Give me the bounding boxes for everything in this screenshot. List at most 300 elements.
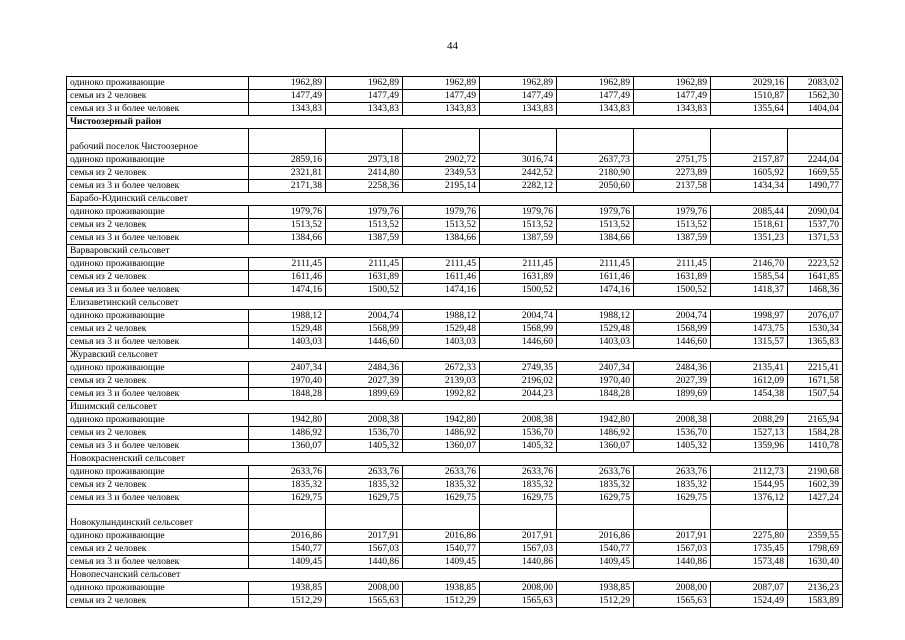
table-cell-value: 2029,16	[711, 77, 788, 90]
table-cell-value: 1938,85	[249, 582, 326, 595]
table-cell-value: 2165,94	[788, 414, 843, 427]
empty-cell	[788, 505, 843, 530]
table-cell-value: 1631,89	[326, 271, 403, 284]
table-cell-value: 1409,45	[249, 556, 326, 569]
table-cell-value: 1403,03	[249, 336, 326, 349]
table-cell-value: 2111,45	[403, 258, 480, 271]
table-cell-value: 1403,03	[403, 336, 480, 349]
table-row	[67, 388, 843, 401]
table-cell-value: 1530,34	[788, 323, 843, 336]
table-cell-value: 1988,12	[249, 310, 326, 323]
table-cell-value: 1360,07	[557, 440, 634, 453]
table-cell-value: 1630,40	[788, 556, 843, 569]
row-label: семья из 3 и более человек	[67, 284, 249, 297]
table-cell-value: 1474,16	[249, 284, 326, 297]
row-label: семья из 3 и более человек	[67, 180, 249, 193]
page-number: 44	[447, 40, 458, 52]
table-cell-value: 2139,03	[403, 375, 480, 388]
table-cell-value: 2008,38	[326, 414, 403, 427]
section-title: Барабо-Юдинский сельсовет	[67, 193, 843, 206]
table-cell-value: 1477,49	[403, 90, 480, 103]
table-cell-value: 1529,48	[249, 323, 326, 336]
empty-cell	[480, 129, 557, 154]
table-cell-value: 2146,70	[711, 258, 788, 271]
table-cell-value: 1585,54	[711, 271, 788, 284]
table-cell-value: 1513,52	[480, 219, 557, 232]
table-cell-value: 1988,12	[403, 310, 480, 323]
section-header-row	[67, 245, 843, 258]
table-cell-value: 2484,36	[326, 362, 403, 375]
table-cell-value: 1355,64	[711, 103, 788, 116]
table-cell-value: 2223,52	[788, 258, 843, 271]
empty-cell	[634, 505, 711, 530]
table-cell-value: 2749,35	[480, 362, 557, 375]
table-cell-value: 2135,41	[711, 362, 788, 375]
table-cell-value: 1384,66	[403, 232, 480, 245]
table-cell-value: 1567,03	[480, 543, 557, 556]
row-label: одиноко проживающие	[67, 530, 249, 543]
table-cell-value: 1562,30	[788, 90, 843, 103]
table-cell-value: 1409,45	[403, 556, 480, 569]
table-cell-value: 1540,77	[557, 543, 634, 556]
table-row	[67, 492, 843, 505]
table-cell-value: 1938,85	[403, 582, 480, 595]
table-cell-value: 1835,32	[634, 479, 711, 492]
table-cell-value: 1486,92	[249, 427, 326, 440]
empty-cell	[326, 129, 403, 154]
row-label: семья из 2 человек	[67, 167, 249, 180]
table-cell-value: 1474,16	[403, 284, 480, 297]
table-cell-value: 1477,49	[480, 90, 557, 103]
table-row	[67, 206, 843, 219]
table-cell-value: 1500,52	[480, 284, 557, 297]
table-cell-value: 1835,32	[326, 479, 403, 492]
table-cell-value: 1405,32	[634, 440, 711, 453]
table-cell-value: 2414,80	[326, 167, 403, 180]
table-cell-value: 1512,29	[557, 595, 634, 608]
table-cell-value: 2017,91	[326, 530, 403, 543]
table-cell-value: 1371,53	[788, 232, 843, 245]
table-cell-value: 2190,68	[788, 466, 843, 479]
table-cell-value: 2321,81	[249, 167, 326, 180]
table-cell-value: 1629,75	[480, 492, 557, 505]
table-cell-value: 2196,02	[480, 375, 557, 388]
table-cell-value: 1500,52	[326, 284, 403, 297]
table-cell-value: 1567,03	[326, 543, 403, 556]
table-cell-value: 1343,83	[634, 103, 711, 116]
table-cell-value: 1410,78	[788, 440, 843, 453]
table-cell-value: 1405,32	[326, 440, 403, 453]
table-cell-value: 2090,04	[788, 206, 843, 219]
table-cell-value: 1473,75	[711, 323, 788, 336]
row-label: одиноко проживающие	[67, 310, 249, 323]
table-cell-value: 1512,29	[249, 595, 326, 608]
table-cell-value: 1568,99	[326, 323, 403, 336]
table-cell-value: 1567,03	[634, 543, 711, 556]
table-cell-value: 1486,92	[403, 427, 480, 440]
table-row	[67, 362, 843, 375]
table-cell-value: 2973,18	[326, 154, 403, 167]
table-cell-value: 1446,60	[326, 336, 403, 349]
table-cell-value: 1641,85	[788, 271, 843, 284]
table-cell-value: 2633,76	[557, 466, 634, 479]
row-label: одиноко проживающие	[67, 206, 249, 219]
table-cell-value: 1440,86	[480, 556, 557, 569]
table-cell-value: 2136,23	[788, 582, 843, 595]
locality-title: рабочий поселок Чистоозерное	[67, 129, 249, 154]
table-cell-value: 1507,54	[788, 388, 843, 401]
table-cell-value: 1979,76	[634, 206, 711, 219]
table-cell-value: 2273,89	[634, 167, 711, 180]
row-label: семья из 3 и более человек	[67, 232, 249, 245]
table-row	[67, 271, 843, 284]
row-label: семья из 2 человек	[67, 375, 249, 388]
table-cell-value: 2008,00	[480, 582, 557, 595]
row-label: одиноко проживающие	[67, 466, 249, 479]
table-cell-value: 1537,70	[788, 219, 843, 232]
section-header-row	[67, 569, 843, 582]
table-cell-value: 1359,96	[711, 440, 788, 453]
table-cell-value: 2004,74	[480, 310, 557, 323]
row-label: семья из 3 и более человек	[67, 103, 249, 116]
table-cell-value: 2637,73	[557, 154, 634, 167]
table-cell-value: 1612,09	[711, 375, 788, 388]
table-cell-value: 1669,55	[788, 167, 843, 180]
section-header-row	[67, 193, 843, 206]
table-cell-value: 2258,36	[326, 180, 403, 193]
table-cell-value: 2442,52	[480, 167, 557, 180]
table-cell-value: 2859,16	[249, 154, 326, 167]
table-cell-value: 1477,49	[557, 90, 634, 103]
empty-cell	[634, 129, 711, 154]
table-cell-value: 2088,29	[711, 414, 788, 427]
empty-cell	[249, 129, 326, 154]
table-cell-value: 1962,89	[403, 77, 480, 90]
table-cell-value: 1527,13	[711, 427, 788, 440]
table-cell-value: 2087,07	[711, 582, 788, 595]
table-cell-value: 3016,74	[480, 154, 557, 167]
table-row	[67, 543, 843, 556]
table-cell-value: 1477,49	[326, 90, 403, 103]
table-cell-value: 1611,46	[557, 271, 634, 284]
table-cell-value: 1405,32	[480, 440, 557, 453]
table-cell-value: 2244,04	[788, 154, 843, 167]
table-cell-value: 2902,72	[403, 154, 480, 167]
table-cell-value: 2407,34	[249, 362, 326, 375]
section-header-row	[67, 453, 843, 466]
table-cell-value: 1565,63	[634, 595, 711, 608]
table-row	[67, 90, 843, 103]
empty-cell	[249, 505, 326, 530]
row-label: семья из 2 человек	[67, 219, 249, 232]
table-cell-value: 1446,60	[634, 336, 711, 349]
table-cell-value: 1536,70	[326, 427, 403, 440]
table-cell-value: 2050,60	[557, 180, 634, 193]
table-cell-value: 1477,49	[249, 90, 326, 103]
table-cell-value: 2349,53	[403, 167, 480, 180]
table-cell-value: 1629,75	[634, 492, 711, 505]
table-cell-value: 2171,38	[249, 180, 326, 193]
empty-cell	[711, 505, 788, 530]
table-cell-value: 1529,48	[403, 323, 480, 336]
row-label: семья из 2 человек	[67, 543, 249, 556]
table-cell-value: 1468,36	[788, 284, 843, 297]
table-cell-value: 1835,32	[403, 479, 480, 492]
district-title: Чистоозерный район	[67, 116, 843, 129]
table-row	[67, 556, 843, 569]
table-cell-value: 1518,61	[711, 219, 788, 232]
table-cell-value: 1360,07	[403, 440, 480, 453]
table-row	[67, 323, 843, 336]
table-cell-value: 1513,52	[326, 219, 403, 232]
table-cell-value: 1992,82	[403, 388, 480, 401]
table-cell-value: 1798,69	[788, 543, 843, 556]
table-cell-value: 1970,40	[249, 375, 326, 388]
table-row	[67, 530, 843, 543]
table-cell-value: 1360,07	[249, 440, 326, 453]
table-cell-value: 1979,76	[480, 206, 557, 219]
table-cell-value: 1611,46	[249, 271, 326, 284]
table-row	[67, 427, 843, 440]
table-cell-value: 1629,75	[403, 492, 480, 505]
table-cell-value: 1671,58	[788, 375, 843, 388]
table-cell-value: 1835,32	[557, 479, 634, 492]
table-cell-value: 2112,73	[711, 466, 788, 479]
table-cell-value: 1427,24	[788, 492, 843, 505]
table-cell-value: 2157,87	[711, 154, 788, 167]
empty-cell	[788, 129, 843, 154]
table-cell-value: 1403,03	[557, 336, 634, 349]
table-cell-value: 2008,38	[634, 414, 711, 427]
row-label: семья из 2 человек	[67, 427, 249, 440]
table-cell-value: 1536,70	[634, 427, 711, 440]
table-cell-value: 1474,16	[557, 284, 634, 297]
table-cell-value: 1384,66	[249, 232, 326, 245]
table-cell-value: 1631,89	[480, 271, 557, 284]
table-cell-value: 1440,86	[634, 556, 711, 569]
row-label: одиноко проживающие	[67, 154, 249, 167]
table-cell-value: 1611,46	[403, 271, 480, 284]
table-cell-value: 1942,80	[249, 414, 326, 427]
locality-header-row	[67, 129, 843, 154]
table-cell-value: 1565,63	[480, 595, 557, 608]
table-cell-value: 2282,12	[480, 180, 557, 193]
table-cell-value: 2008,00	[634, 582, 711, 595]
table-cell-value: 1536,70	[480, 427, 557, 440]
table-cell-value: 2111,45	[557, 258, 634, 271]
table-cell-value: 1899,69	[634, 388, 711, 401]
empty-cell	[557, 505, 634, 530]
locality-header-row	[67, 505, 843, 530]
table-cell-value: 1365,83	[788, 336, 843, 349]
table-cell-value: 1942,80	[557, 414, 634, 427]
table-cell-value: 1979,76	[557, 206, 634, 219]
table-cell-value: 2633,76	[249, 466, 326, 479]
table-cell-value: 1629,75	[326, 492, 403, 505]
table-cell-value: 1440,86	[326, 556, 403, 569]
table-cell-value: 1343,83	[326, 103, 403, 116]
table-row	[67, 310, 843, 323]
row-label: семья из 3 и более человек	[67, 492, 249, 505]
table-row	[67, 284, 843, 297]
table-cell-value: 1387,59	[480, 232, 557, 245]
table-cell-value: 1605,92	[711, 167, 788, 180]
row-label: одиноко проживающие	[67, 77, 249, 90]
table-cell-value: 1376,12	[711, 492, 788, 505]
table-cell-value: 1343,83	[480, 103, 557, 116]
table-cell-value: 1315,57	[711, 336, 788, 349]
row-label: одиноко проживающие	[67, 582, 249, 595]
table-cell-value: 2008,38	[480, 414, 557, 427]
section-title: Новокрасненский сельсовет	[67, 453, 843, 466]
table-row	[67, 77, 843, 90]
row-label: одиноко проживающие	[67, 362, 249, 375]
table-cell-value: 2215,41	[788, 362, 843, 375]
row-label: семья из 2 человек	[67, 271, 249, 284]
table-cell-value: 1404,04	[788, 103, 843, 116]
table-row	[67, 414, 843, 427]
empty-cell	[403, 129, 480, 154]
table-cell-value: 1544,95	[711, 479, 788, 492]
section-title: Журавский сельсовет	[67, 349, 843, 362]
table-cell-value: 1434,34	[711, 180, 788, 193]
table-cell-value: 2633,76	[403, 466, 480, 479]
table-row	[67, 582, 843, 595]
table-row	[67, 103, 843, 116]
section-header-row	[67, 297, 843, 310]
table-row	[67, 336, 843, 349]
table-cell-value: 2016,86	[249, 530, 326, 543]
section-title: Елизаветинский сельсовет	[67, 297, 843, 310]
row-label: семья из 2 человек	[67, 595, 249, 608]
section-header-row	[67, 349, 843, 362]
table-row	[67, 479, 843, 492]
table-row	[67, 375, 843, 388]
table-cell-value: 2359,55	[788, 530, 843, 543]
table-cell-value: 2111,45	[249, 258, 326, 271]
table-cell-value: 1510,87	[711, 90, 788, 103]
section-header-row	[67, 401, 843, 414]
table-cell-value: 1979,76	[326, 206, 403, 219]
table-cell-value: 1835,32	[249, 479, 326, 492]
table-cell-value: 1540,77	[403, 543, 480, 556]
table-cell-value: 2016,86	[403, 530, 480, 543]
table-cell-value: 2111,45	[480, 258, 557, 271]
table-row	[67, 466, 843, 479]
table-row	[67, 595, 843, 608]
table-cell-value: 1962,89	[480, 77, 557, 90]
table-cell-value: 2407,34	[557, 362, 634, 375]
table-row	[67, 232, 843, 245]
table-cell-value: 2004,74	[326, 310, 403, 323]
table-cell-value: 2672,33	[403, 362, 480, 375]
locality-title: Новокулындинский сельсовет	[67, 505, 249, 530]
empty-cell	[480, 505, 557, 530]
empty-cell	[403, 505, 480, 530]
table-cell-value: 1979,76	[249, 206, 326, 219]
table-cell-value: 2195,14	[403, 180, 480, 193]
table-cell-value: 1454,38	[711, 388, 788, 401]
row-label: семья из 2 человек	[67, 479, 249, 492]
table-cell-value: 2083,02	[788, 77, 843, 90]
table-cell-value: 1962,89	[326, 77, 403, 90]
table-cell-value: 2633,76	[634, 466, 711, 479]
table-cell-value: 2484,36	[634, 362, 711, 375]
table-cell-value: 1629,75	[249, 492, 326, 505]
table-row	[67, 258, 843, 271]
table-cell-value: 2044,23	[480, 388, 557, 401]
table-cell-value: 1942,80	[403, 414, 480, 427]
section-title: Варваровский сельсовет	[67, 245, 843, 258]
table-cell-value: 1477,49	[634, 90, 711, 103]
table-cell-value: 2085,44	[711, 206, 788, 219]
table-cell-value: 2633,76	[480, 466, 557, 479]
table-cell-value: 1343,83	[249, 103, 326, 116]
table-cell-value: 1512,29	[403, 595, 480, 608]
table-cell-value: 2137,58	[634, 180, 711, 193]
table-cell-value: 2076,07	[788, 310, 843, 323]
table-cell-value: 1988,12	[557, 310, 634, 323]
table-cell-value: 2017,91	[480, 530, 557, 543]
table-cell-value: 1938,85	[557, 582, 634, 595]
table-cell-value: 1565,63	[326, 595, 403, 608]
table-cell-value: 1568,99	[480, 323, 557, 336]
table-cell-value: 1486,92	[557, 427, 634, 440]
table-cell-value: 1513,52	[249, 219, 326, 232]
table-cell-value: 2751,75	[634, 154, 711, 167]
row-label: одиноко проживающие	[67, 258, 249, 271]
table-cell-value: 1962,89	[634, 77, 711, 90]
section-title: Ишимский сельсовет	[67, 401, 843, 414]
table-cell-value: 1524,49	[711, 595, 788, 608]
empty-cell	[711, 129, 788, 154]
table-row	[67, 440, 843, 453]
row-label: одиноко проживающие	[67, 414, 249, 427]
table-cell-value: 2016,86	[557, 530, 634, 543]
table-cell-value: 1418,37	[711, 284, 788, 297]
table-cell-value: 1446,60	[480, 336, 557, 349]
table-cell-value: 1629,75	[557, 492, 634, 505]
table-cell-value: 1513,52	[403, 219, 480, 232]
table-cell-value: 1979,76	[403, 206, 480, 219]
table-row	[67, 154, 843, 167]
table-cell-value: 1962,89	[249, 77, 326, 90]
table-cell-value: 1970,40	[557, 375, 634, 388]
table-row	[67, 180, 843, 193]
table-cell-value: 2008,00	[326, 582, 403, 595]
table-cell-value: 2004,74	[634, 310, 711, 323]
table-cell-value: 1568,99	[634, 323, 711, 336]
table-cell-value: 1343,83	[557, 103, 634, 116]
table-row	[67, 219, 843, 232]
table-cell-value: 1848,28	[249, 388, 326, 401]
table-cell-value: 1583,89	[788, 595, 843, 608]
table-cell-value: 1351,23	[711, 232, 788, 245]
table-body	[67, 77, 843, 608]
row-label: семья из 3 и более человек	[67, 388, 249, 401]
row-label: семья из 3 и более человек	[67, 336, 249, 349]
table-cell-value: 2111,45	[326, 258, 403, 271]
row-label: семья из 2 человек	[67, 90, 249, 103]
table-cell-value: 1584,28	[788, 427, 843, 440]
table-cell-value: 2027,39	[326, 375, 403, 388]
table-cell-value: 2027,39	[634, 375, 711, 388]
table-cell-value: 1529,48	[557, 323, 634, 336]
district-header-row	[67, 116, 843, 129]
table-cell-value: 1490,77	[788, 180, 843, 193]
table-cell-value: 1998,97	[711, 310, 788, 323]
table-cell-value: 1409,45	[557, 556, 634, 569]
